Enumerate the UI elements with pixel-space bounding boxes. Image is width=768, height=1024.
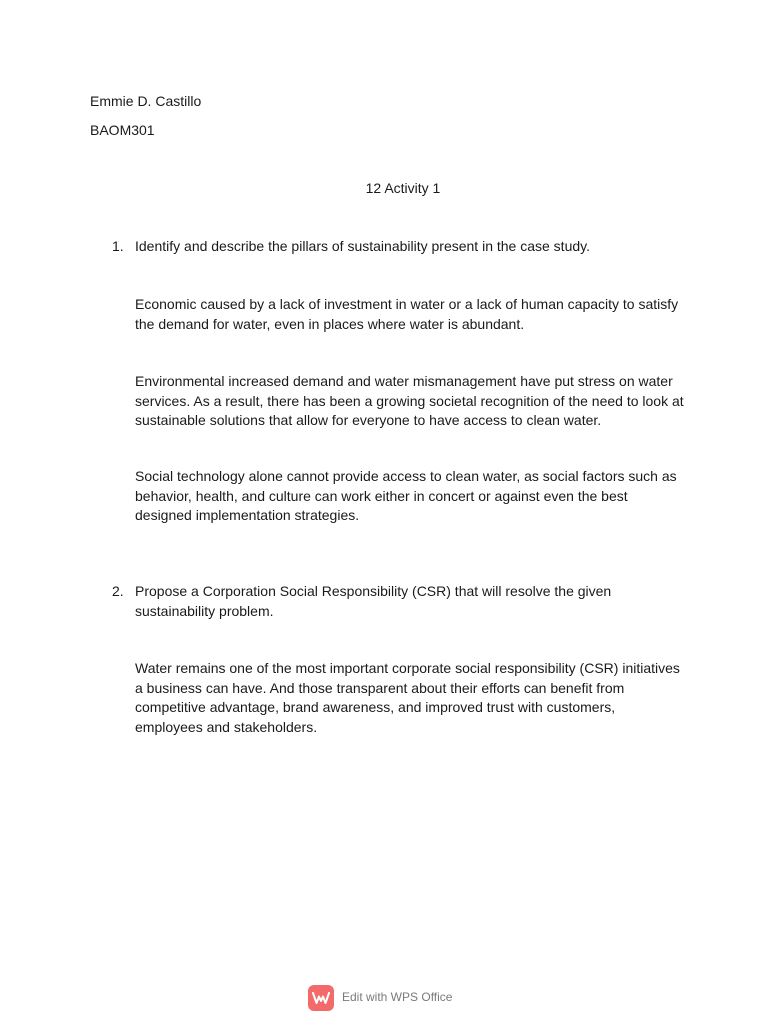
- course-code: BAOM301: [90, 122, 155, 138]
- question-1-number: 1.: [112, 238, 124, 254]
- answer-environmental: Environmental increased demand and water mismanagement have put stress on water services. As a result, there has been a growing societal recognition of the need to look at sustainable solutions that allow for everyone to have access to clean water.: [135, 373, 684, 428]
- question-2-number: 2.: [112, 583, 124, 599]
- document-title: 12 Activity 1: [365, 180, 441, 196]
- answer-economic: Economic caused by a lack of investment in water or a lack of human capacity to satisfy the demand for water, even in places where water is abundant.: [135, 296, 679, 332]
- wps-office-logo-icon: [308, 985, 334, 1011]
- answer-social: Social technology alone cannot provide access to clean water, as social factors such as behavior, health, and culture can work either in concert or against even the best designed implementation strategies.: [135, 468, 677, 523]
- question-2-prompt: Propose a Corporation Social Responsibility (CSR) that will resolve the given sustainability problem.: [135, 583, 612, 619]
- author-name: Emmie D. Castillo: [90, 93, 202, 109]
- wps-edit-banner[interactable]: [308, 985, 452, 1011]
- question-1-prompt: Identify and describe the pillars of sustainability present in the case study.: [135, 238, 590, 254]
- answer-csr: Water remains one of the most important corporate social responsibility (CSR) initiatives a business can have. And those transparent about their efforts can benefit from competitive advantage, brand awareness, and improved trust with customers, employees and stakeholders.: [135, 660, 680, 735]
- wps-edit-label[interactable]: Edit with WPS Office: [342, 990, 453, 1005]
